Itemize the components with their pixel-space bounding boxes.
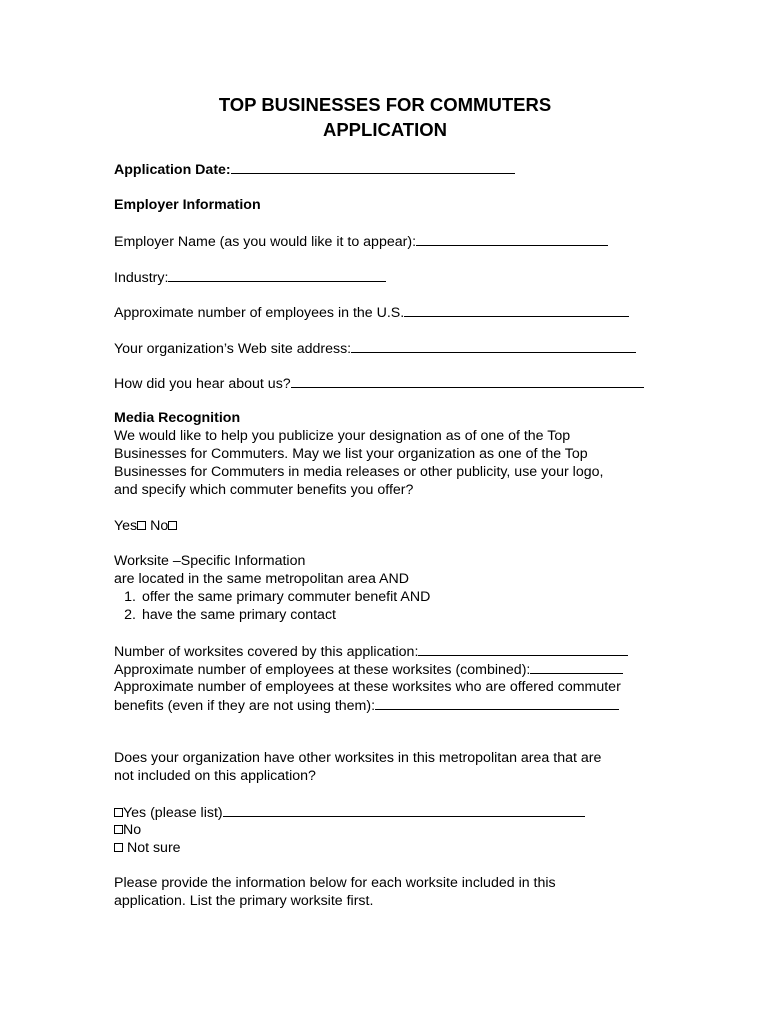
industry-row: [114, 268, 386, 287]
employees-combined-label: Approximate number of employees at these worksites (combined):: [114, 662, 531, 678]
employees-offered-label: benefits (even if they are not using them):: [114, 698, 376, 714]
website-row: [114, 339, 636, 358]
industry-field[interactable]: [168, 268, 386, 282]
other-worksites-question-line: Does your organization have other worksites in this metropolitan area that are: [114, 750, 602, 766]
other-worksites-no-label: No: [123, 822, 142, 838]
media-paragraph-line: and specify which commuter benefits you offer?: [114, 482, 414, 498]
other-worksites-no-row: [114, 821, 141, 839]
worksite-criteria-item: [114, 606, 336, 624]
website-field[interactable]: [351, 339, 636, 353]
hear-about-label: How did you hear about us?: [114, 376, 291, 392]
other-worksites-not-sure-label: Not sure: [123, 840, 181, 856]
media-consent-row: [114, 517, 177, 535]
worksite-intro: are located in the same metropolitan area AND: [114, 571, 409, 587]
worksite-count-row: [114, 642, 628, 661]
other-worksites-list-field[interactable]: [223, 803, 585, 817]
employer-name-row: [114, 232, 608, 251]
media-yes-label: Yes: [114, 518, 138, 534]
hear-about-field[interactable]: [291, 374, 644, 388]
website-label: Your organization’s Web site address:: [114, 341, 352, 357]
media-no-label: No: [150, 518, 169, 534]
employees-combined-field[interactable]: [530, 660, 623, 674]
employees-offered-label-line: Approximate number of employees at these worksites who are offered commuter: [114, 679, 621, 695]
employees-offered-row: [114, 696, 619, 715]
list-text: have the same primary contact: [142, 607, 336, 623]
other-worksites-yes-checkbox[interactable]: [114, 808, 123, 817]
closing-instruction-line: Please provide the information below for each worksite included in this: [114, 875, 556, 891]
media-paragraph-line: Businesses for Commuters in media releases or other publicity, use your logo,: [114, 464, 604, 480]
other-worksites-yes-label: Yes (please list): [123, 805, 223, 821]
media-recognition-heading: Media Recognition: [114, 410, 241, 426]
form-title-line-1: TOP BUSINESSES FOR COMMUTERS: [218, 94, 552, 115]
other-worksites-not-sure-row: [114, 839, 181, 857]
industry-label: Industry:: [114, 270, 169, 286]
application-date-label: Application Date:: [114, 162, 231, 178]
employer-info-heading: Employer Information: [114, 197, 261, 213]
employees-offered-field[interactable]: [375, 696, 619, 710]
form-title-line-2: APPLICATION: [322, 119, 448, 140]
us-employees-label: Approximate number of employees in the U.S.: [114, 305, 405, 321]
closing-instruction-line: application. List the primary worksite first.: [114, 893, 374, 909]
list-number: 2.: [124, 607, 136, 623]
application-date-row: [114, 160, 515, 179]
list-text: offer the same primary commuter benefit AND: [142, 589, 431, 605]
other-worksites-yes-row: [114, 803, 585, 822]
list-number: 1.: [124, 589, 136, 605]
worksite-criteria-item: [114, 588, 430, 606]
worksite-heading: Worksite –Specific Information: [114, 553, 306, 569]
media-yes-checkbox[interactable]: [137, 521, 146, 530]
application-date-field[interactable]: [231, 160, 515, 174]
worksite-count-label: Number of worksites covered by this application:: [114, 644, 419, 660]
employer-name-field[interactable]: [416, 232, 608, 246]
employees-combined-row: [114, 660, 623, 679]
worksite-count-field[interactable]: [418, 642, 628, 656]
us-employees-field[interactable]: [404, 303, 629, 317]
media-no-checkbox[interactable]: [168, 521, 177, 530]
other-worksites-no-checkbox[interactable]: [114, 825, 123, 834]
other-worksites-not-sure-checkbox[interactable]: [114, 843, 123, 852]
hear-about-row: [114, 374, 644, 393]
media-paragraph-line: We would like to help you publicize your designation as of one of the Top: [114, 428, 571, 444]
media-paragraph-line: Businesses for Commuters. May we list your organization as one of the Top: [114, 446, 588, 462]
other-worksites-question-line: not included on this application?: [114, 768, 316, 784]
us-employees-row: [114, 303, 629, 322]
employer-name-label: Employer Name (as you would like it to appear):: [114, 234, 417, 250]
